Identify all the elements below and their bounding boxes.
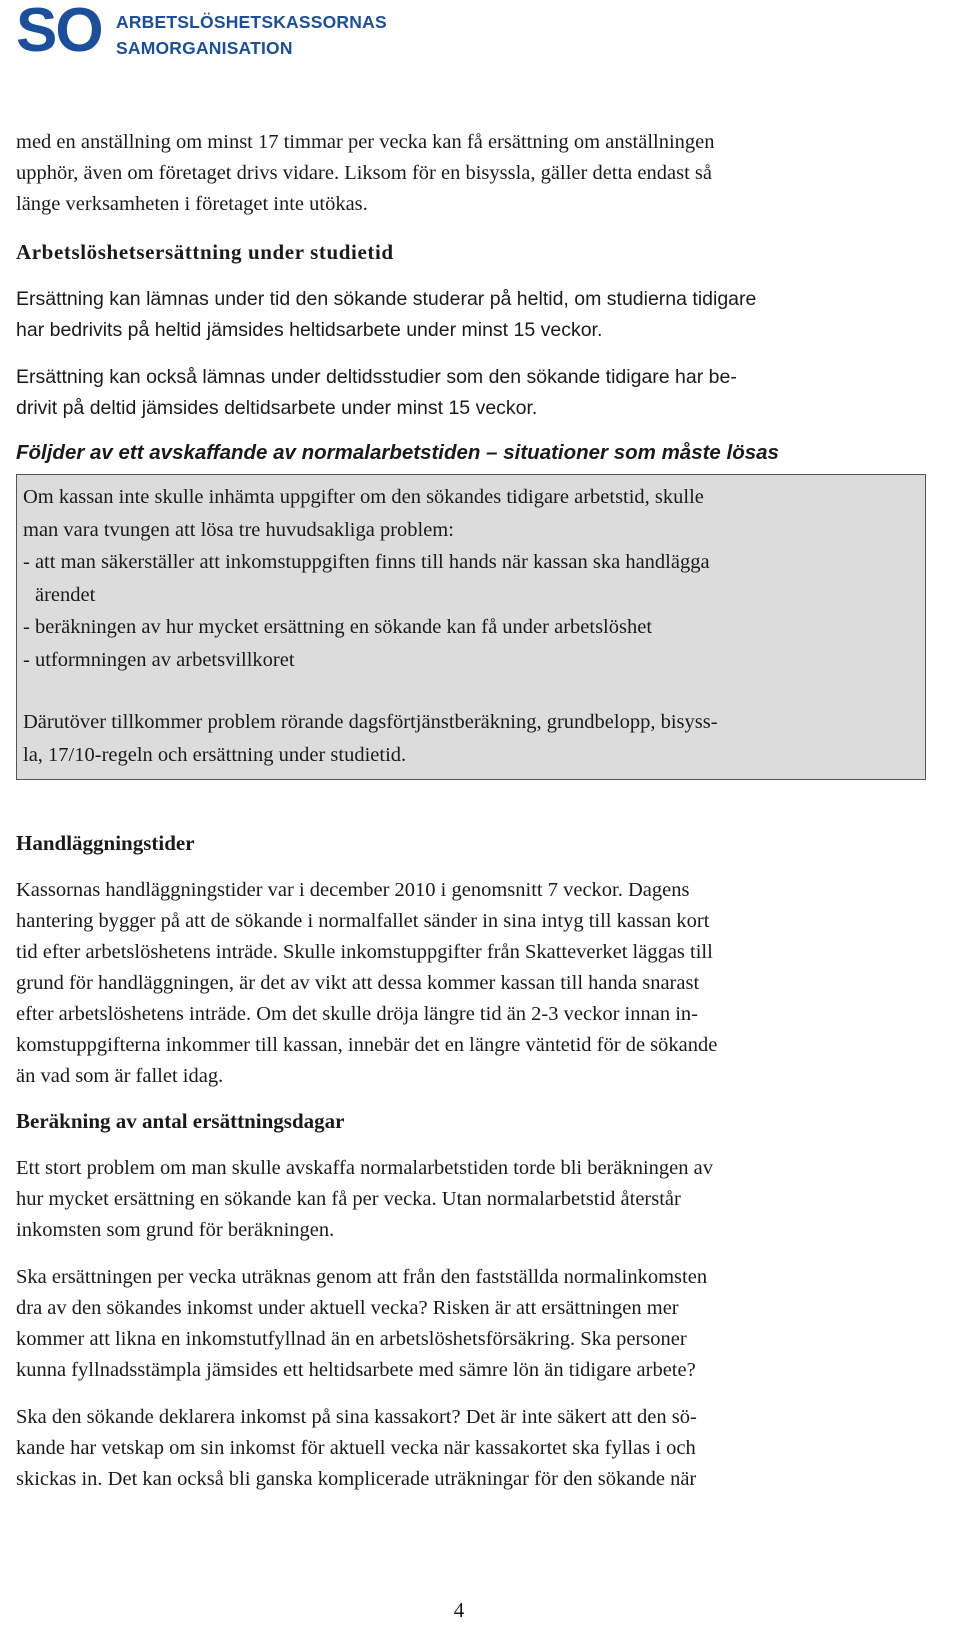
logo-text-line1: ARBETSLÖSHETSKASSORNAS: [116, 12, 387, 32]
studietid-paragraph-1: [16, 284, 950, 346]
text-line: Ska ersättningen per vecka uträknas genom att från den fastställda normalinkomsten: [16, 1266, 708, 1288]
text-line: Ett stort problem om man skulle avskaffa normalarbetstiden torde bli beräkningen av: [16, 1157, 713, 1179]
text-line: Ska den sökande deklarera inkomst på sina kassakort? Det är inte säkert att den sö-: [16, 1406, 697, 1428]
text-line: tid efter arbetslöshetens inträde. Skulle inkomstuppgifter från Skatteverket läggas till: [16, 941, 713, 963]
intro-paragraph: [16, 127, 950, 220]
text-line: upphör, även om företaget drivs vidare. Liksom för en bisyssla, gäller detta endast så: [16, 162, 712, 184]
text-line: Ersättning kan också lämnas under deltidsstudier som den sökande tidigare har be-: [16, 366, 737, 388]
text-line: än vad som är fallet idag.: [16, 1065, 224, 1087]
section-heading-studietid: Arbetslöshetsersättning under studietid: [16, 240, 394, 264]
text-line: med en anställning om minst 17 timmar per vecka kan få ersättning om anställningen: [16, 131, 715, 153]
text-line: länge verksamheten i företaget inte utökas.: [16, 193, 368, 215]
section-heading-handlaggning: Handläggningstider: [16, 831, 195, 855]
logo-mark: SO: [16, 0, 102, 65]
box-line: Om kassan inte skulle inhämta uppgifter om den sökandes tidigare arbetstid, skulle: [23, 486, 704, 508]
berakning-paragraph-1: [16, 1153, 950, 1246]
box-line: man vara tvungen att lösa tre huvudsakliga problem:: [23, 518, 454, 541]
handlaggning-paragraph: [16, 875, 950, 1092]
box-line: - att man säkerställer att inkomstuppgiften finns till hands när kassan ska handlägga: [23, 551, 710, 573]
text-line: hur mycket ersättning en sökande kan få per vecka. Utan normalarbetstid återstår: [16, 1188, 681, 1210]
page-number: 4: [453, 1598, 465, 1622]
box-line: - beräkningen av hur mycket ersättning en sökande kan få under arbetslöshet: [23, 616, 653, 638]
text-line: Kassornas handläggningstider var i december 2010 i genomsnitt 7 veckor. Dagens: [16, 879, 690, 901]
text-line: skickas in. Det kan också bli ganska komplicerade uträkningar för den sökande när: [16, 1468, 697, 1490]
text-line: komstuppgifterna inkommer till kassan, innebär det en längre väntetid för de sökande: [16, 1034, 718, 1056]
text-line: hantering bygger på att de sökande i normalfallet sänder in sina intyg till kassan kort: [16, 910, 710, 932]
text-line: drivit på deltid jämsides deltidsarbete under minst 15 veckor.: [16, 397, 538, 419]
text-line: kunna fyllnadsstämpla jämsides ett heltidsarbete med sämre lön än tidigare arbete?: [16, 1359, 696, 1381]
highlight-box: [16, 474, 926, 780]
text-line: inkomsten som grund för beräkningen.: [16, 1219, 335, 1241]
berakning-paragraph-2: [16, 1262, 950, 1386]
text-line: efter arbetslöshetens inträde. Om det skulle dröja längre tid än 2-3 veckor innan in-: [16, 1003, 698, 1025]
text-line: har bedrivits på heltid jämsides heltidsarbete under minst 15 veckor.: [16, 319, 603, 341]
text-line: kande har vetskap om sin inkomst för aktuell vecka när kassakortet ska fyllas i och: [16, 1437, 696, 1459]
section-heading-berakning: Beräkning av antal ersättningsdagar: [16, 1109, 345, 1133]
text-line: dra av den sökandes inkomst under aktuell vecka? Risken är att ersättningen mer: [16, 1297, 679, 1319]
berakning-paragraph-3: [16, 1402, 950, 1495]
box-line: - utformningen av arbetsvillkoret: [23, 648, 295, 671]
box-line: ärendet: [35, 583, 96, 606]
logo-text-line2: SAMORGANISATION: [116, 38, 293, 58]
text-line: kommer att likna en inkomstutfyllnad än en arbetslöshetsförsäkring. Ska personer: [16, 1328, 687, 1350]
box-closing-line: Därutöver tillkommer problem rörande dagsförtjänstberäkning, grundbelopp, bisyss-: [23, 711, 718, 733]
text-line: grund för handläggningen, är det av vikt att dessa kommer kassan till handa snarast: [16, 972, 700, 994]
studietid-paragraph-2: [16, 362, 950, 424]
text-line: Ersättning kan lämnas under tid den sökande studerar på heltid, om studierna tidigare: [16, 288, 757, 310]
box-closing-line: la, 17/10-regeln och ersättning under studietid.: [23, 743, 407, 766]
section-heading-foljder: Följder av ett avskaffande av normalarbetstiden – situationer som måste lösas: [16, 441, 779, 464]
document-body: [16, 127, 950, 1495]
